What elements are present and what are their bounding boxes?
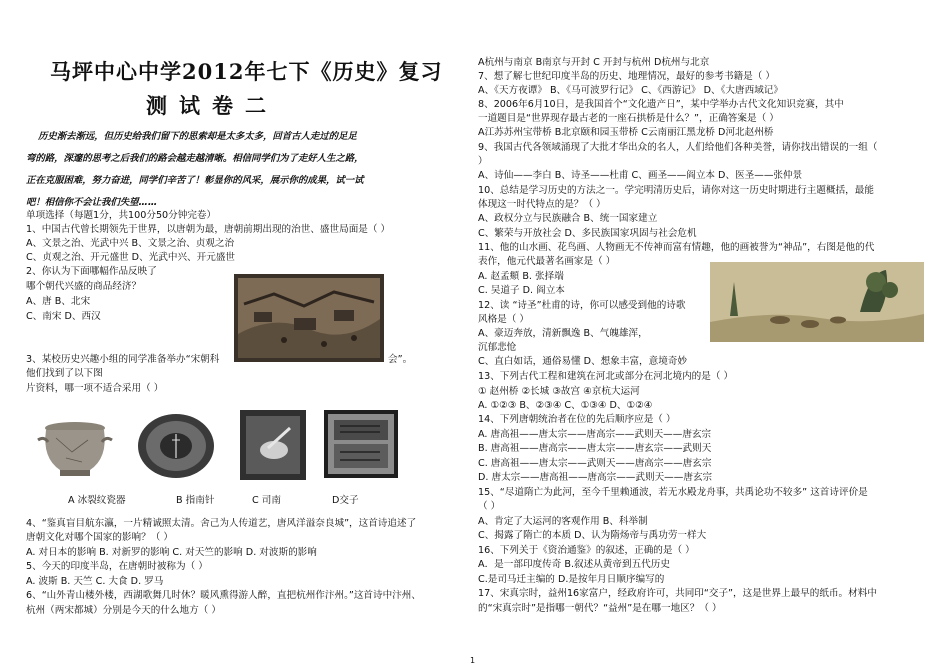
question-17-cont: 的“宋真宗时”是指哪一朝代？“益州”是在哪一地区？（ ） (478, 603, 722, 614)
q9-options: A、诗仙——李白 B、诗圣——杜甫 C、画圣——阎立本 D、医圣——张仲景 (478, 170, 803, 181)
jiaozi-banknote-image (322, 408, 400, 480)
q2-options-ab: A、唐 B、北宋 (26, 296, 91, 307)
question-17: 17、宋真宗时，益州16家富户，经政府许可，共同印“交子”，这是世界上最早的纸币。材料中 (478, 588, 877, 599)
question-4-cont: 唐朝文化对哪个国家的影响？（ ） (26, 532, 173, 543)
q13-items: ① 赵州桥 ②长城 ③故宫 ④京杭大运河 (478, 386, 640, 397)
question-8: 8、2006年6月10日，是我国首个“文化遗产日”，某中学举办古代文化知识竞赛，其中 (478, 99, 844, 110)
q3-option-b: B 指南针 (176, 495, 215, 506)
q12-option-b-cont: 沉郁悲怆 (478, 342, 517, 353)
intro-line: 历史渐去渐远，但历史给我们留下的思索却是太多太多，回首古人走过的足足 (38, 131, 357, 142)
question-16: 16、下列关于《资治通鉴》的叙述，正确的是（ ） (478, 545, 695, 556)
q11-options-cd: C. 吴道子 D. 阎立本 (478, 285, 565, 296)
intro-line: 吧！相信你不会让我们失望…… (26, 197, 158, 208)
question-4: 4、“鉴真盲目航东瀛，一片精诚照太清。舍己为人传道艺，唐风洋溢奈良城”，这首诗追述了 (26, 518, 417, 529)
crackle-porcelain-image (32, 418, 118, 478)
q7-options: A、《天方夜谭》 B、《马可波罗行记》 C、《西游记》 D、《大唐西域记》 (478, 85, 783, 96)
intro-line: 正在克服困难，努力奋进，同学们辛苦了！彰显你的风采，展示你的成果，试一试 (26, 175, 364, 186)
question-3-suffix: 会”。 (388, 354, 413, 365)
question-11: 11、他的山水画、花鸟画、人物画无不传神而富有情趣，他的画被誉为“神品”，右图是他的代 (478, 242, 875, 253)
question-11-cont: 表作，他元代最著名画家是（ ） (478, 256, 616, 267)
landscape-painting-image (710, 262, 924, 342)
question-6: 6、“山外青山楼外楼，西湖歌舞几时休？暖风熏得游人醉，直把杭州作汴州。”这首诗中汴州、 (26, 590, 421, 601)
question-12-cont: 风格是（ ） (478, 314, 530, 325)
question-3-cont: 他们找到了以下图 (26, 368, 103, 379)
question-3: 3、某校历史兴趣小组的同学准备举办“宋朝科 (26, 354, 220, 365)
question-13: 13、下列古代工程和建筑在河北或部分在河北境内的是（ ） (478, 371, 734, 382)
q11-options-ab: A. 赵孟頫 B. 张择端 (478, 271, 564, 282)
compass-image (136, 410, 216, 482)
question-10: 10、总结是学习历史的方法之一。学完明清历史后，请你对这一历史时期进行主题概括，最能 (478, 185, 874, 196)
question-12: 12、读 “诗圣”杜甫的诗，你可以感受到他的诗歌 (478, 300, 686, 311)
question-1: 1、中国古代曾长期领先于世界，以唐朝为最，唐朝前期出现的治世、盛世局面是（ ） (26, 224, 391, 235)
q1-options-cd: C、贞观之治、开元盛世 D、光武中兴、开元盛世 (26, 252, 236, 263)
q6-options: A杭州与南京 B南京与开封 C 开封与杭州 D杭州与北京 (478, 57, 710, 68)
question-2: 2、你认为下面哪幅作品反映了 (26, 266, 157, 277)
intro-line: 弯的路，深邃的思考之后我们的路会越走越清晰。相信同学们为了走好人生之路， (26, 153, 364, 164)
q14-option-a: A. 唐高祖——唐太宗——唐高宗——武则天——唐玄宗 (478, 429, 712, 440)
section-heading: 单项选择（每题1分，共100分50分钟完卷） (26, 210, 217, 221)
q3-option-d: D交子 (332, 495, 359, 506)
q14-option-c: C. 唐高祖——唐太宗——武则天——唐高宗——唐玄宗 (478, 458, 712, 469)
question-9: 9、我国古代各领域涌现了大批才华出众的名人，人们给他们各种美誉，请你找出错误的一组（ (478, 142, 878, 153)
question-10-cont: 体现这一时代特点的是？（ ） (478, 199, 606, 210)
question-15-cont: （ ） (478, 501, 501, 512)
question-14: 14、下列唐朝统治者在位的先后顺序应是（ ） (478, 414, 676, 425)
page-number: 1 (470, 656, 476, 665)
q13-options: A. ①②③ B、②③④ C、①③④ D、①②④ (478, 400, 653, 411)
qingming-scroll-image (234, 274, 384, 362)
question-9-cont: ） (478, 156, 488, 167)
q5-options: A. 波斯 B. 天竺 C. 大食 D. 罗马 (26, 576, 164, 587)
q8-options: A江苏苏州宝带桥 B北京颐和园玉带桥 C云南丽江黑龙桥 D河北赵州桥 (478, 127, 774, 138)
question-5: 5、今天的印度半岛，在唐朝时被称为（ ） (26, 561, 208, 572)
question-6-cont: 杭州（两宋都城）分别是今天的什么地方（ ） (26, 605, 221, 616)
exam-title-line2: 测试卷二 (146, 93, 278, 118)
q16-options-ab: A．是一部印度传奇 B.叙述从黄帝到五代历史 (478, 559, 670, 570)
q3-option-c: C 司南 (252, 495, 281, 506)
q10-options-ab: A、政权分立与民族融合 B、统一国家建立 (478, 213, 658, 224)
q15-options-ab: A、肯定了大运河的客观作用 B、科举制 (478, 516, 648, 527)
q12-options-cd: C、直白如话，通俗易懂 D、想象丰富，意境奇妙 (478, 356, 688, 367)
q10-options-cd: C、繁荣与开放社会 D、多民族国家巩固与社会危机 (478, 228, 697, 239)
q16-options-cd: C.是司马迁主编的 D.是按年月日顺序编写的 (478, 574, 665, 585)
question-3-cont2: 片资料，哪一项不适合采用（ ） (26, 383, 164, 394)
q4-options: A. 对日本的影响 B. 对新罗的影响 C. 对天竺的影响 D. 对波斯的影响 (26, 547, 317, 558)
q14-option-b: B. 唐高祖——唐高宗——唐太宗——唐玄宗——武则天 (478, 443, 712, 454)
exam-title-line1: 马坪中心中学2012年七下《历史》复习 (50, 59, 443, 84)
q3-option-a: A 冰裂纹瓷器 (68, 495, 126, 506)
q1-options-ab: A、文景之治、光武中兴 B、文景之治、贞观之治 (26, 238, 235, 249)
q14-option-d: D. 唐太宗——唐高祖——唐高宗——武则天——唐玄宗 (478, 472, 713, 483)
question-2-cont: 哪个朝代兴盛的商品经济？ (26, 281, 142, 292)
question-7: 7、想了解七世纪印度半岛的历史、地理情况，最好的参考书籍是（ ） (478, 71, 775, 82)
sinan-spoon-image (238, 408, 308, 482)
q2-options-cd: C、南宋 D、西汉 (26, 311, 101, 322)
question-8-cont: 一道题目是“世界现存最古老的一座石拱桥是什么？”，正确答案是（ ） (478, 113, 779, 124)
question-15: 15、“尽道隋亡为此河，至今千里赖通波，若无水殿龙舟事，共禹论功不较多” 这首诗评价是 (478, 487, 868, 498)
q12-options-ab: A、豪迈奔放，清新飘逸 B、气魄雄浑， (478, 328, 648, 339)
q15-options-cd: C、揭露了隋亡的本质 D、认为隋炀帝与禹功劳一样大 (478, 530, 707, 541)
